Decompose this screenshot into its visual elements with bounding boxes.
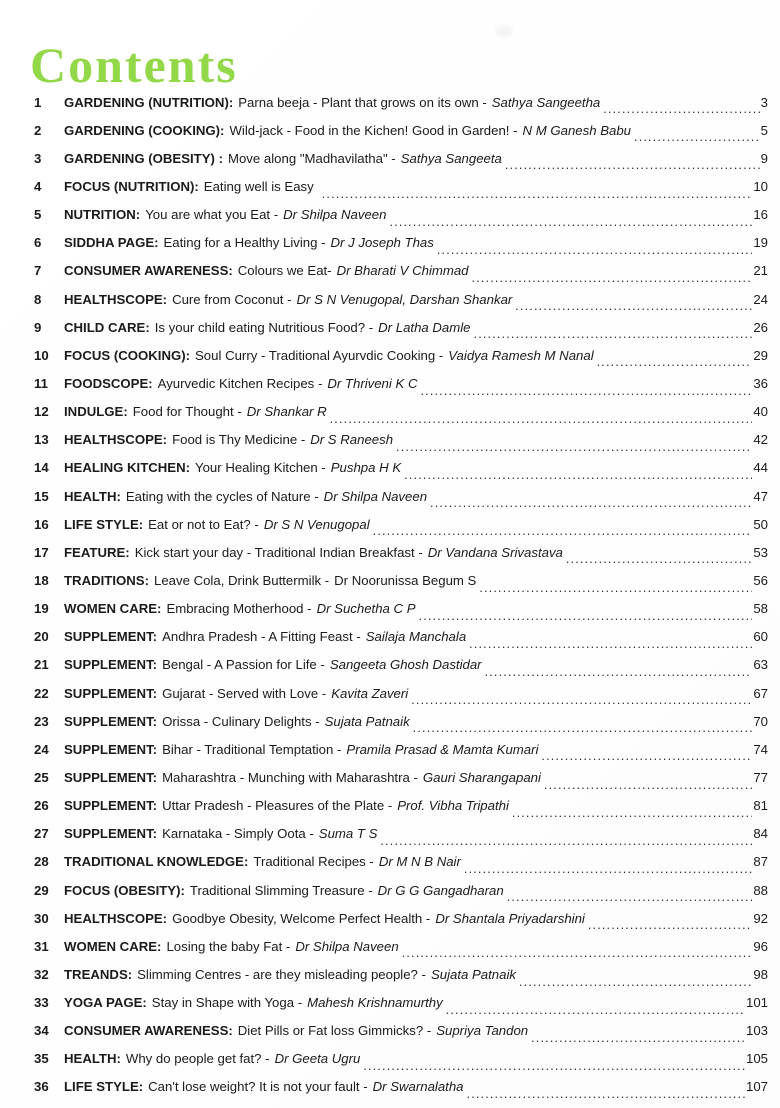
entry-author: Dr Latha Damle <box>378 319 471 335</box>
entry-title: Stay in Shape with Yoga - <box>151 995 303 1011</box>
entry-number: 2 <box>34 122 42 138</box>
entry-title: Leave Cola, Drink Buttermilk - <box>153 572 330 588</box>
entry-page: 88 <box>753 882 768 898</box>
entry-title: Gujarat - Served with Love - <box>162 685 327 701</box>
entry-author: Vaidya Ramesh M Nanal <box>448 347 594 363</box>
entry-page: 101 <box>745 995 768 1011</box>
entry-page: 42 <box>753 432 768 448</box>
entry-title: Slimming Centres - are they misleading people? - <box>137 966 426 982</box>
entry-category: HEALTHSCOPE: <box>64 291 168 307</box>
entry-page: 105 <box>745 1051 768 1067</box>
entry-number: 25 <box>34 769 49 785</box>
entry-page: 98 <box>753 966 768 982</box>
entry-category: FOCUS (OBESITY): <box>64 882 185 898</box>
entry-page: 44 <box>753 460 768 476</box>
entry-page: 81 <box>753 798 768 814</box>
entry-title: Diet Pills or Fat loss Gimmicks? - <box>237 1023 432 1039</box>
dot-leader <box>420 383 752 398</box>
entry-author: Dr Suchetha C P <box>316 601 416 617</box>
dot-leader <box>597 354 753 369</box>
entry-page: 19 <box>753 235 768 251</box>
entry-page: 56 <box>753 572 768 588</box>
dot-leader <box>485 664 753 679</box>
entry-number: 20 <box>34 629 49 645</box>
entry-category: FOCUS (COOKING): <box>64 347 191 363</box>
entry-category: TRADITIONAL KNOWLEDGE: <box>64 854 249 870</box>
toc-entry <box>34 989 768 1017</box>
dot-leader <box>531 1030 745 1045</box>
entry-category: WOMEN CARE: <box>64 938 162 954</box>
toc-entry <box>34 679 768 707</box>
dot-leader <box>588 917 752 932</box>
dot-leader <box>363 1058 745 1073</box>
dot-leader <box>512 805 752 820</box>
entry-number: 23 <box>34 713 49 729</box>
toc-entry <box>34 707 768 735</box>
entry-title: Is your child eating Nutritious Food? - <box>154 319 374 335</box>
entry-number: 3 <box>34 150 42 166</box>
toc-entry <box>34 510 768 538</box>
entry-page: 63 <box>753 657 768 673</box>
entry-category: GARDENING (COOKING): <box>64 122 225 138</box>
entry-page: 60 <box>753 629 768 645</box>
entry-author: Dr Noorunissa Begum S <box>334 572 477 588</box>
dot-leader <box>330 411 753 426</box>
toc-entry <box>34 229 768 257</box>
toc-entry <box>34 144 768 172</box>
entry-number: 30 <box>34 910 49 926</box>
entry-category: NUTRITION: <box>64 207 141 223</box>
entry-category: CONSUMER AWARENESS: <box>64 263 233 279</box>
entry-title: Food for Thought - <box>132 404 242 420</box>
entry-author: Pushpa H K <box>330 460 402 476</box>
entry-author: Sangeeta Ghosh Dastidar <box>329 657 482 673</box>
entry-page: 70 <box>753 713 768 729</box>
dot-leader <box>396 439 752 454</box>
entry-author: Dr Shankar R <box>246 404 327 420</box>
entry-number: 6 <box>34 235 42 251</box>
entry-title: Ayurvedic Kitchen Recipes - <box>157 375 323 391</box>
entry-category: GARDENING (NUTRITION): <box>64 94 234 110</box>
entry-author: Supriya Tandon <box>436 1023 529 1039</box>
dot-leader <box>469 636 752 651</box>
dot-leader <box>389 214 752 229</box>
entry-title: Parna beeja - Plant that grows on its own - <box>238 94 487 110</box>
entry-page: 87 <box>753 854 768 870</box>
toc-entry <box>34 763 768 791</box>
toc-entry <box>34 960 768 988</box>
entry-number: 15 <box>34 488 49 504</box>
entry-category: HEALTHSCOPE: <box>64 432 168 448</box>
toc-entry <box>34 1073 768 1101</box>
toc-entry <box>34 932 768 960</box>
entry-category: HEALING KITCHEN: <box>64 460 191 476</box>
toc-entry <box>34 426 768 454</box>
dot-leader <box>505 157 760 172</box>
entry-number: 27 <box>34 826 49 842</box>
entry-author: Dr Swarnalatha <box>372 1079 464 1095</box>
toc-entry <box>34 651 768 679</box>
dot-leader <box>411 692 752 707</box>
entry-category: SUPPLEMENT: <box>64 769 158 785</box>
toc-entry <box>34 792 768 820</box>
entry-title: Kick start your day - Traditional Indian Breakfast - <box>134 544 423 560</box>
toc-entry <box>34 454 768 482</box>
entry-number: 14 <box>34 460 49 476</box>
entry-page: 107 <box>745 1079 768 1095</box>
entry-title: Can't lose weight? It is not your fault - <box>148 1079 368 1095</box>
entry-number: 7 <box>34 263 42 279</box>
entry-category: SIDDHA PAGE: <box>64 235 159 251</box>
entry-category: FOODSCOPE: <box>64 375 153 391</box>
entry-number: 32 <box>34 966 49 982</box>
dot-leader <box>419 608 753 623</box>
dot-leader <box>413 720 753 735</box>
entry-author: Prof. Vibha Tripathi <box>397 798 509 814</box>
entry-number: 1 <box>34 94 42 110</box>
entry-page: 29 <box>753 347 768 363</box>
entry-page: 36 <box>753 375 768 391</box>
dot-leader <box>519 974 752 989</box>
dot-leader <box>322 186 753 201</box>
entry-page: 84 <box>753 826 768 842</box>
entry-page: 67 <box>753 685 768 701</box>
toc-entry <box>34 88 768 116</box>
dot-leader <box>515 298 752 313</box>
entry-number: 16 <box>34 516 49 532</box>
dot-leader <box>404 467 752 482</box>
entry-author: Sathya Sangeeta <box>400 150 502 166</box>
toc-entry <box>34 1045 768 1073</box>
entry-number: 22 <box>34 685 49 701</box>
entry-category: YOGA PAGE: <box>64 995 147 1011</box>
entry-number: 9 <box>34 319 42 335</box>
entry-category: TREANDS: <box>64 966 133 982</box>
entry-page: 40 <box>753 404 768 420</box>
entry-number: 33 <box>34 995 49 1011</box>
entry-category: FOCUS (NUTRITION): <box>64 178 199 194</box>
entry-author: Dr Shantala Priyadarshini <box>435 910 585 926</box>
entry-number: 10 <box>34 347 49 363</box>
entry-title: Soul Curry - Traditional Ayurvdic Cooking - <box>195 347 444 363</box>
entry-author: Sujata Patnaik <box>430 966 516 982</box>
entry-author: Dr G G Gangadharan <box>377 882 504 898</box>
toc-entry <box>34 735 768 763</box>
entry-author: Kavita Zaveri <box>331 685 409 701</box>
dot-leader <box>437 242 752 257</box>
entry-page: 21 <box>753 263 768 279</box>
toc-entry <box>34 566 768 594</box>
dot-leader <box>430 495 752 510</box>
entry-page: 10 <box>753 178 768 194</box>
entry-category: SUPPLEMENT: <box>64 713 158 729</box>
dot-leader <box>566 551 752 566</box>
entry-page: 47 <box>753 488 768 504</box>
entry-number: 28 <box>34 854 49 870</box>
entry-page: 58 <box>753 601 768 617</box>
entry-title: Wild-jack - Food in the Kichen! Good in Garden! - <box>229 122 518 138</box>
entry-title: Why do people get fat? - <box>125 1051 270 1067</box>
entry-category: HEALTH: <box>64 488 121 504</box>
entry-category: LIFE STYLE: <box>64 516 144 532</box>
dot-leader <box>474 326 753 341</box>
entry-category: SUPPLEMENT: <box>64 657 158 673</box>
entry-number: 5 <box>34 207 42 223</box>
toc-entry <box>34 341 768 369</box>
entry-category: WOMEN CARE: <box>64 601 162 617</box>
entry-author: Gauri Sharangapani <box>422 769 541 785</box>
entry-number: 24 <box>34 741 49 757</box>
entry-number: 4 <box>34 178 42 194</box>
entry-title: Goodbye Obesity, Welcome Perfect Health - <box>172 910 431 926</box>
toc-entry <box>34 482 768 510</box>
entry-page: 3 <box>760 94 768 110</box>
entry-number: 13 <box>34 432 49 448</box>
entry-author: Dr J Joseph Thas <box>330 235 434 251</box>
toc-entry <box>34 313 768 341</box>
entry-title: Your Healing Kitchen - <box>195 460 326 476</box>
entry-title: Bengal - A Passion for Life - <box>162 657 325 673</box>
entry-page: 92 <box>753 910 768 926</box>
entry-author: Suma T S <box>318 826 378 842</box>
entry-author: Pramila Prasad & Mamta Kumari <box>346 741 539 757</box>
toc-entry <box>34 595 768 623</box>
entry-number: 8 <box>34 291 42 307</box>
toc-entry <box>34 116 768 144</box>
toc-entry <box>34 172 768 200</box>
entry-number: 36 <box>34 1079 49 1095</box>
entry-title: Eat or not to Eat? - <box>148 516 259 532</box>
entry-category: INDULGE: <box>64 404 128 420</box>
entry-title: Maharashtra - Munching with Maharashtra - <box>162 769 418 785</box>
entry-title: Bihar - Traditional Temptation - <box>162 741 342 757</box>
dot-leader <box>373 523 753 538</box>
entry-number: 11 <box>34 375 48 391</box>
entry-category: CONSUMER AWARENESS: <box>64 1023 233 1039</box>
entry-author: Dr Shilpa Naveen <box>283 207 387 223</box>
entry-page: 103 <box>745 1023 768 1039</box>
entry-title: Orissa - Culinary Delights - <box>162 713 320 729</box>
toc-entry <box>34 904 768 932</box>
entry-category: SUPPLEMENT: <box>64 798 158 814</box>
entry-author: Dr Shilpa Naveen <box>323 488 428 504</box>
toc-entry <box>34 538 768 566</box>
entry-author: Dr Bharati V Chimmad <box>336 263 469 279</box>
entry-page: 77 <box>753 769 768 785</box>
entry-category: TRADITIONS: <box>64 572 149 588</box>
entry-title: Food is Thy Medicine - <box>172 432 306 448</box>
page-title: Contents <box>30 36 238 93</box>
dot-leader <box>380 833 752 848</box>
entry-author: Dr Geeta Ugru <box>274 1051 361 1067</box>
dot-leader <box>479 580 752 595</box>
dot-leader <box>467 1086 745 1101</box>
toc-entry <box>34 257 768 285</box>
entry-category: SUPPLEMENT: <box>64 741 158 757</box>
entry-author: Dr M N B Nair <box>378 854 461 870</box>
dot-leader <box>634 129 760 144</box>
entry-author: Dr Vandana Srivastava <box>427 544 563 560</box>
entry-author: Sailaja Manchala <box>365 629 467 645</box>
entry-title: Eating well is Easy <box>203 178 314 194</box>
table-of-contents <box>34 88 768 1101</box>
toc-entry <box>34 285 768 313</box>
entry-number: 29 <box>34 882 49 898</box>
entry-number: 34 <box>34 1023 49 1039</box>
entry-page: 24 <box>753 291 768 307</box>
entry-category: SUPPLEMENT: <box>64 685 158 701</box>
entry-title: Karnataka - Simply Oota - <box>162 826 314 842</box>
entry-author: Sujata Patnaik <box>324 713 410 729</box>
entry-category: GARDENING (OBESITY) : <box>64 150 223 166</box>
entry-title: Colours we Eat- <box>237 263 332 279</box>
entry-title: Eating with the cycles of Nature - <box>125 488 319 504</box>
entry-number: 31 <box>34 938 49 954</box>
entry-number: 35 <box>34 1051 49 1067</box>
toc-entry <box>34 820 768 848</box>
entry-title: Losing the baby Fat - <box>166 938 291 954</box>
entry-category: FEATURE: <box>64 544 130 560</box>
entry-number: 18 <box>34 572 49 588</box>
entry-number: 19 <box>34 601 49 617</box>
entry-title: Traditional Slimming Treasure - <box>189 882 373 898</box>
toc-entry <box>34 876 768 904</box>
entry-author: Sathya Sangeetha <box>491 94 601 110</box>
entry-title: Cure from Coconut - <box>172 291 292 307</box>
entry-page: 5 <box>760 122 768 138</box>
entry-author: Dr S N Venugopal, Darshan Shankar <box>296 291 513 307</box>
entry-title: Andhra Pradesh - A Fitting Feast - <box>162 629 361 645</box>
toc-entry <box>34 398 768 426</box>
entry-title: Eating for a Healthy Living - <box>163 235 326 251</box>
entry-category: SUPPLEMENT: <box>64 826 158 842</box>
entry-page: 26 <box>753 319 768 335</box>
dot-leader <box>446 1002 745 1017</box>
entry-title: Embracing Motherhood - <box>166 601 312 617</box>
dot-leader <box>402 945 753 960</box>
entry-category: HEALTHSCOPE: <box>64 910 168 926</box>
entry-category: LIFE STYLE: <box>64 1079 144 1095</box>
entry-number: 21 <box>34 657 49 673</box>
entry-number: 12 <box>34 404 49 420</box>
entry-number: 26 <box>34 798 49 814</box>
entry-category: CHILD CARE: <box>64 319 150 335</box>
dot-leader <box>541 748 752 763</box>
entry-author: Dr S Raneesh <box>310 432 394 448</box>
entry-page: 74 <box>753 741 768 757</box>
entry-page: 9 <box>760 150 768 166</box>
entry-category: HEALTH: <box>64 1051 121 1067</box>
entry-page: 50 <box>753 516 768 532</box>
entry-author: Dr Shilpa Naveen <box>295 938 399 954</box>
entry-author: Dr S N Venugopal <box>263 516 370 532</box>
toc-entry <box>34 1017 768 1045</box>
dot-leader <box>472 270 753 285</box>
toc-entry <box>34 369 768 397</box>
entry-page: 96 <box>753 938 768 954</box>
entry-title: Traditional Recipes - <box>253 854 374 870</box>
scan-smudge <box>495 25 513 37</box>
entry-title: Uttar Pradesh - Pleasures of the Plate - <box>162 798 393 814</box>
entry-title: Move along "Madhavilatha" - <box>227 150 396 166</box>
entry-author: Mahesh Krishnamurthy <box>307 995 443 1011</box>
dot-leader <box>464 861 752 876</box>
entry-page: 53 <box>753 544 768 560</box>
entry-number: 17 <box>34 544 49 560</box>
entry-author: N M Ganesh Babu <box>522 122 632 138</box>
dot-leader <box>603 101 759 116</box>
toc-entry <box>34 201 768 229</box>
entry-title: You are what you Eat - <box>145 207 279 223</box>
dot-leader <box>544 777 752 792</box>
dot-leader <box>507 889 753 904</box>
entry-page: 16 <box>753 207 768 223</box>
entry-category: SUPPLEMENT: <box>64 629 158 645</box>
entry-author: Dr Thriveni K C <box>327 375 418 391</box>
toc-entry <box>34 623 768 651</box>
toc-entry <box>34 848 768 876</box>
